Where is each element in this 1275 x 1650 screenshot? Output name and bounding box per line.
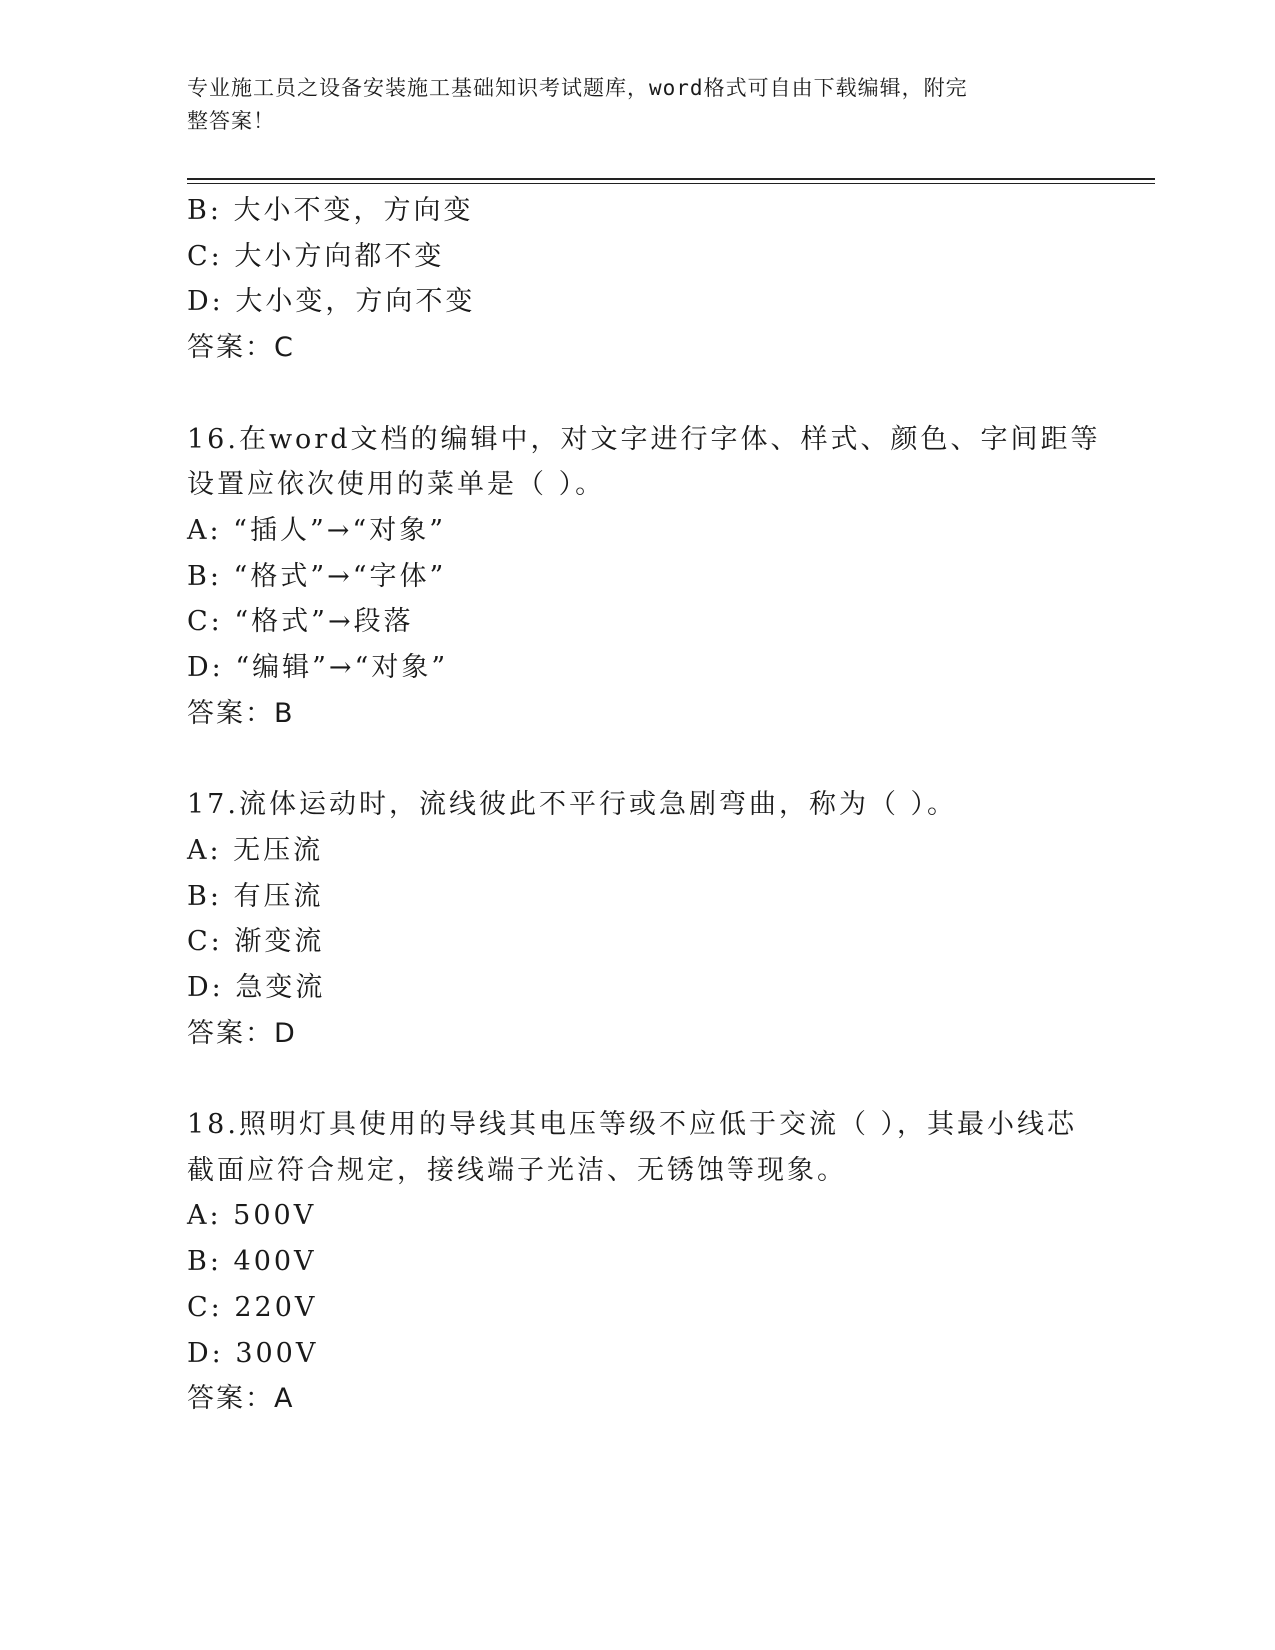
answer-line: 答案：B <box>187 697 295 729</box>
header-line-1: 专业施工员之设备安装施工基础知识考试题库，word格式可自由下载编辑，附完 <box>187 76 968 100</box>
continued-question <box>187 188 1087 371</box>
question-text-line-1: 18.照明灯具使用的导线其电压等级不应低于交流（ ），其最小线芯 <box>187 1109 1078 1141</box>
question-16 <box>187 417 1101 737</box>
option-c: C: 渐变流 <box>187 926 325 958</box>
option-d: D: 大小变，方向不变 <box>187 286 476 318</box>
spacer <box>187 371 1087 417</box>
question-content <box>187 188 1101 1422</box>
option-b: B: 大小不变，方向变 <box>187 195 474 226</box>
header-divider-thin <box>187 183 1155 184</box>
option-c: C: “格式”→段落 <box>187 606 414 638</box>
option-c: C: 大小方向都不变 <box>187 240 445 272</box>
document-header <box>187 72 1067 138</box>
header-divider-thick <box>187 178 1155 180</box>
question-text-line-2: 截面应符合规定，接线端子光洁、无锈蚀等现象。 <box>187 1154 847 1186</box>
question-text-line-1: 16.在word文档的编辑中，对文字进行字体、样式、颜色、字间距等 <box>187 423 1101 455</box>
answer-line: 答案：C <box>187 332 295 364</box>
option-d: D: “编辑”→“对象” <box>187 652 449 684</box>
spacer <box>187 1056 1087 1102</box>
answer-line: 答案：D <box>187 1017 297 1049</box>
option-a: A: “插人”→“对象” <box>187 514 447 546</box>
option-c: C: 220V <box>187 1291 318 1323</box>
header-line-2: 整答案！ <box>187 109 275 133</box>
answer-line: 答案：A <box>187 1383 295 1415</box>
question-17 <box>187 782 1087 1056</box>
option-b: B: “格式”→“字体” <box>187 560 447 592</box>
option-a: A: 500V <box>187 1200 317 1232</box>
option-a: A: 无压流 <box>187 834 324 866</box>
spacer <box>187 736 1087 782</box>
option-d: D: 300V <box>187 1337 319 1369</box>
question-18 <box>187 1102 1087 1422</box>
question-text-line-1: 17.流体运动时，流线彼此不平行或急剧弯曲，称为（ ）。 <box>187 789 958 821</box>
question-text-line-2: 设置应依次使用的菜单是（ ）。 <box>187 469 606 501</box>
option-d: D: 急变流 <box>187 971 326 1003</box>
option-b: B: 400V <box>187 1246 317 1278</box>
option-b: B: 有压流 <box>187 880 324 912</box>
